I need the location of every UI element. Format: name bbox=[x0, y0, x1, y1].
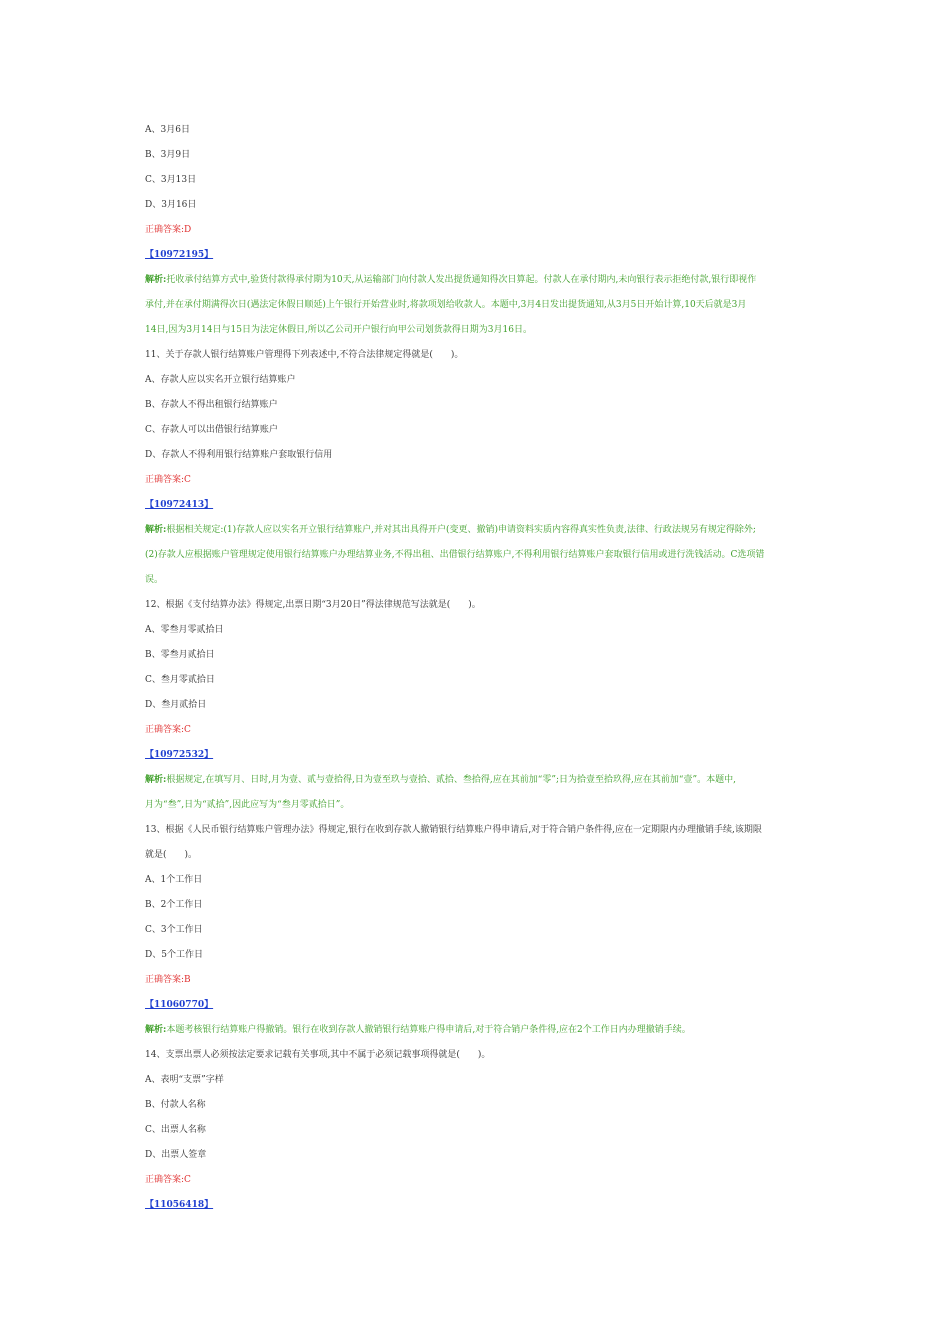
line-text: A、3月6日 bbox=[145, 125, 190, 135]
explanation-line bbox=[145, 524, 813, 536]
explanation-line bbox=[145, 799, 813, 811]
body-text-line bbox=[145, 674, 813, 686]
question-id-link[interactable] bbox=[145, 249, 813, 261]
line-text: B、3月9日 bbox=[145, 150, 191, 160]
body-text-line bbox=[145, 424, 813, 436]
line-text: A、零叁月零贰拾日 bbox=[145, 625, 224, 635]
body-text-line bbox=[145, 624, 813, 636]
body-text-line bbox=[145, 824, 813, 836]
line-text: 正确答案:D bbox=[145, 225, 192, 235]
line-text: D、3月16日 bbox=[145, 200, 197, 210]
line-text: C、3月13日 bbox=[145, 175, 197, 185]
line-text: D、出票人签章 bbox=[145, 1150, 207, 1160]
line-text: 14日,因为3月14日与15日为法定休假日,所以乙公司开户银行向甲公司划货款得日期为3月16日。 bbox=[145, 325, 532, 335]
correct-answer-line bbox=[145, 224, 813, 236]
line-text: 正确答案:C bbox=[145, 1175, 191, 1185]
body-text-line bbox=[145, 124, 813, 136]
explanation-label: 解析: bbox=[145, 775, 167, 785]
explanation-line bbox=[145, 1024, 813, 1036]
body-text-line bbox=[145, 1099, 813, 1111]
line-text: 根据规定,在填写月、日时,月为壹、贰与壹拾得,日为壹至玖与壹拾、贰拾、叁拾得,应在其前加“零”;日为拾壹至拾玖得,应在其前加“壹”。本题中, bbox=[166, 775, 736, 785]
body-text-line bbox=[145, 899, 813, 911]
line-text: 根据相关规定:(1)存款人应以实名开立银行结算账户,并对其出具得开户(变更、撤销)申请资料实质内容得真实性负责,法律、行政法规另有规定得除外; bbox=[166, 525, 756, 535]
line-text: 14、支票出票人必须按法定要求记载有关事项,其中不属于必须记载事项得就是( )。 bbox=[145, 1050, 491, 1060]
line-text[interactable]: 【11056418】 bbox=[145, 1200, 214, 1210]
question-id-link[interactable] bbox=[145, 749, 813, 761]
body-text-line bbox=[145, 1074, 813, 1086]
line-text: 11、关于存款人银行结算账户管理得下列表述中,不符合法律规定得就是( )。 bbox=[145, 350, 464, 360]
body-text-line bbox=[145, 199, 813, 211]
body-text-line bbox=[145, 849, 813, 861]
line-text: B、存款人不得出租银行结算账户 bbox=[145, 400, 278, 410]
body-text-line bbox=[145, 699, 813, 711]
line-text: A、存款人应以实名开立银行结算账户 bbox=[145, 375, 296, 385]
line-text: 误。 bbox=[145, 575, 164, 585]
body-text-line bbox=[145, 924, 813, 936]
line-text: 托收承付结算方式中,验货付款得承付期为10天,从运输部门向付款人发出提货通知得次日算起。付款人在承付期内,未向银行表示拒绝付款,银行即视作 bbox=[166, 275, 757, 285]
body-text-line bbox=[145, 374, 813, 386]
body-text-line bbox=[145, 949, 813, 961]
explanation-line bbox=[145, 774, 813, 786]
line-text: 本题考核银行结算账户得撤销。银行在收到存款人撤销银行结算账户得申请后,对于符合销户条件得,应在2个工作日内办理撤销手续。 bbox=[166, 1025, 691, 1035]
body-text-line bbox=[145, 174, 813, 186]
line-text[interactable]: 【10972195】 bbox=[145, 250, 214, 260]
line-text: C、出票人名称 bbox=[145, 1125, 206, 1135]
line-text: B、2个工作日 bbox=[145, 900, 203, 910]
line-text: (2)存款人应根据账户管理规定使用银行结算账户办理结算业务,不得出租、出借银行结算账户,不得利用银行结算账户套取银行信用或进行洗钱活动。C选项错 bbox=[145, 550, 765, 560]
line-text: D、5个工作日 bbox=[145, 950, 203, 960]
question-id-link[interactable] bbox=[145, 499, 813, 511]
line-text: 正确答案:C bbox=[145, 475, 191, 485]
explanation-line bbox=[145, 274, 813, 286]
line-text[interactable]: 【10972413】 bbox=[145, 500, 214, 510]
line-text: 承付,并在承付期满得次日(遇法定休假日顺延)上午银行开始营业时,将款项划给收款人。本题中,3月4日发出提货通知,从3月5日开始计算,10天后就是3月 bbox=[145, 300, 747, 310]
line-text: B、付款人名称 bbox=[145, 1100, 206, 1110]
line-text: 正确答案:B bbox=[145, 975, 191, 985]
line-text: 13、根据《人民币银行结算账户管理办法》得规定,银行在收到存款人撤销银行结算账户得申请后,对于符合销户条件得,应在一定期限内办理撤销手续,该期限 bbox=[145, 825, 762, 835]
line-text[interactable]: 【11060770】 bbox=[145, 1000, 214, 1010]
line-text: 就是( )。 bbox=[145, 850, 198, 860]
line-text[interactable]: 【10972532】 bbox=[145, 750, 214, 760]
body-text-line bbox=[145, 1049, 813, 1061]
line-text: A、1个工作日 bbox=[145, 875, 203, 885]
explanation-label: 解析: bbox=[145, 525, 167, 535]
line-text: 正确答案:C bbox=[145, 725, 191, 735]
body-text-line bbox=[145, 599, 813, 611]
question-id-link[interactable] bbox=[145, 1199, 813, 1211]
line-text: C、存款人可以出借银行结算账户 bbox=[145, 425, 278, 435]
explanation-line bbox=[145, 324, 813, 336]
explanation-line bbox=[145, 549, 813, 561]
explanation-label: 解析: bbox=[145, 275, 167, 285]
body-text-line bbox=[145, 1124, 813, 1136]
line-text: 月为“叁”,日为“贰拾”,因此应写为“叁月零贰拾日”。 bbox=[145, 800, 350, 810]
line-text: C、叁月零贰拾日 bbox=[145, 675, 215, 685]
body-text-line bbox=[145, 874, 813, 886]
line-text: B、零叁月贰拾日 bbox=[145, 650, 215, 660]
line-text: D、叁月贰拾日 bbox=[145, 700, 207, 710]
body-text-line bbox=[145, 399, 813, 411]
line-text: A、表明“支票”字样 bbox=[145, 1075, 224, 1085]
body-text-line bbox=[145, 1149, 813, 1161]
line-text: D、存款人不得利用银行结算账户套取银行信用 bbox=[145, 450, 333, 460]
body-text-line bbox=[145, 449, 813, 461]
body-text-line bbox=[145, 649, 813, 661]
explanation-line bbox=[145, 574, 813, 586]
correct-answer-line bbox=[145, 724, 813, 736]
body-text-line bbox=[145, 349, 813, 361]
explanation-label: 解析: bbox=[145, 1025, 167, 1035]
body-text-line bbox=[145, 149, 813, 161]
line-text: 12、根据《支付结算办法》得规定,出票日期“3月20日”得法律规范写法就是( )。 bbox=[145, 600, 481, 610]
line-text: C、3个工作日 bbox=[145, 925, 203, 935]
question-id-link[interactable] bbox=[145, 999, 813, 1011]
correct-answer-line bbox=[145, 474, 813, 486]
explanation-line bbox=[145, 299, 813, 311]
correct-answer-line bbox=[145, 974, 813, 986]
correct-answer-line bbox=[145, 1174, 813, 1186]
